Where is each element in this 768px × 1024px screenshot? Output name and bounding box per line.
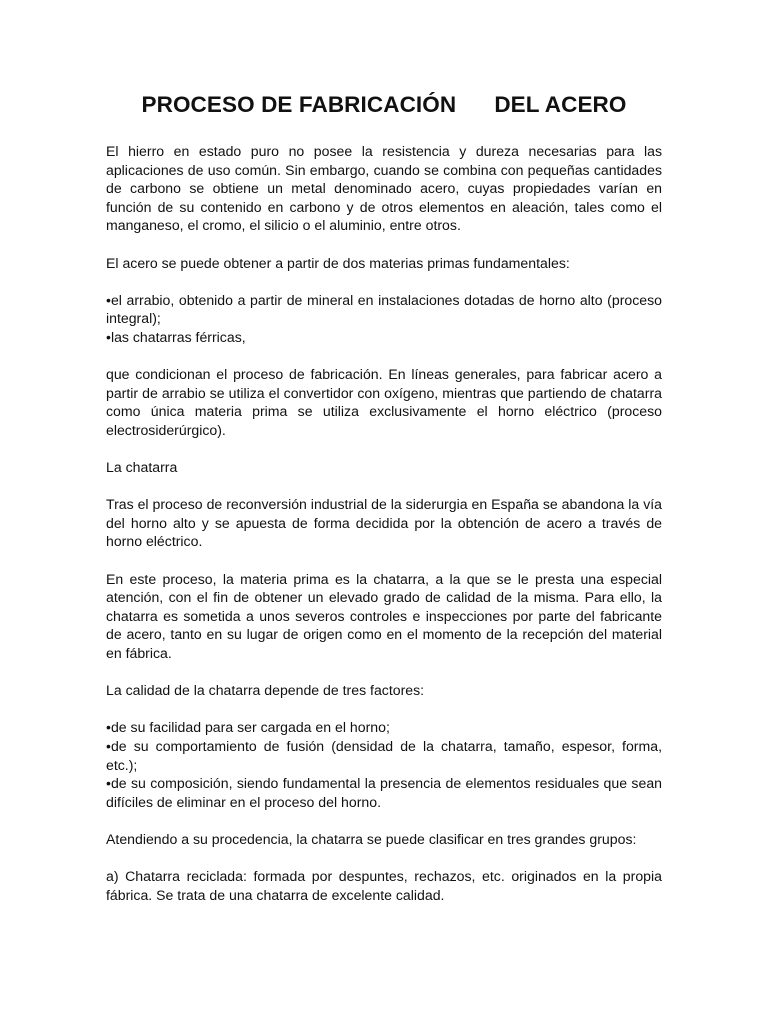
list-item-text: de su composición, siendo fundamental la presencia de elementos residuales que sean difíciles de eliminar en el proceso del horno. xyxy=(106,775,662,810)
list-item xyxy=(106,328,662,347)
paragraph-intro: El hierro en estado puro no posee la resistencia y dureza necesarias para las aplicaciones de uso común. Sin embargo, cuando se combina con pequeñas cantidades de carbono se obtiene un metal denominado acero, cuyas propiedades varían en función de su contenido en carbono y de otros elementos en aleación, tales como el manganeso, el cromo, el silicio o el aluminio, entre otros. xyxy=(106,143,662,234)
list-item-text: de su facilidad para ser cargada en el horno; xyxy=(110,719,390,736)
list-item xyxy=(106,718,662,737)
document-page xyxy=(106,88,662,904)
list-item-text: de su comportamiento de fusión (densidad de la chatarra, tamaño, espesor, forma, etc.); xyxy=(106,738,662,773)
paragraph-recycled-scrap: a) Chatarra reciclada: formada por despuntes, rechazos, etc. originados en la propia fábrica. Se trata de una chatarra de excelente calidad. xyxy=(106,868,662,903)
paragraph-reconversion: Tras el proceso de reconversión industrial de la siderurgia en España se abandona la vía del horno alto y se apuesta de forma decidida por la obtención de acero a través de horno eléctrico. xyxy=(106,496,662,550)
bullet-icon: • xyxy=(106,738,111,754)
list-item-text: el arrabio, obtenido a partir de mineral en instalaciones dotadas de horno alto (proceso integral); xyxy=(106,291,662,327)
paragraph-process: que condicionan el proceso de fabricación. En líneas generales, para fabricar acero a partir de arrabio se utiliza el convertidor con oxígeno, mientras que partiendo de chatarra como única materia prima se utiliza exclusivamente el horno eléctrico (proceso electrosiderúrgico). xyxy=(106,366,662,438)
raw-materials-list xyxy=(106,291,662,347)
paragraph-gap xyxy=(106,272,662,291)
paragraph-gap xyxy=(106,347,662,366)
bullet-icon: • xyxy=(106,291,111,308)
bullet-icon: • xyxy=(106,328,111,345)
list-item-text: las chatarras férricas, xyxy=(110,328,246,345)
paragraph-quality-factors: La calidad de la chatarra depende de tres factores: xyxy=(106,682,425,699)
quality-factors-list xyxy=(106,718,662,811)
paragraph-gap xyxy=(106,477,662,496)
list-item xyxy=(106,737,662,774)
paragraph-gap xyxy=(106,551,662,570)
paragraph-raw-materials: El acero se puede obtener a partir de dos materias primas fundamentales: xyxy=(106,254,570,271)
section-heading: La chatarra xyxy=(106,459,178,476)
paragraph-gap xyxy=(106,700,662,719)
paragraph-gap xyxy=(106,235,662,254)
document-title: PROCESO DE FABRICACIÓN DEL ACERO xyxy=(141,92,627,117)
paragraph-classification: Atendiendo a su procedencia, la chatarra se puede clasificar en tres grandes grupos: xyxy=(106,830,637,847)
list-item xyxy=(106,291,662,328)
bullet-icon: • xyxy=(106,719,111,736)
paragraph-scrap-quality-control: En este proceso, la materia prima es la chatarra, a la que se le presta una especial atención, con el fin de obtener un elevado grado de calidad de la misma. Para ello, la chatarra es sometida a unos severos controles e inspecciones por parte del fabricante de acero, tanto en su lugar de origen como en el momento de la recepción del material en fábrica. xyxy=(106,570,662,662)
paragraph-gap xyxy=(106,663,662,682)
list-item xyxy=(106,774,662,811)
paragraph-gap xyxy=(106,849,662,868)
bullet-icon: • xyxy=(106,775,111,792)
paragraph-gap xyxy=(106,811,662,830)
paragraph-gap xyxy=(106,440,662,459)
